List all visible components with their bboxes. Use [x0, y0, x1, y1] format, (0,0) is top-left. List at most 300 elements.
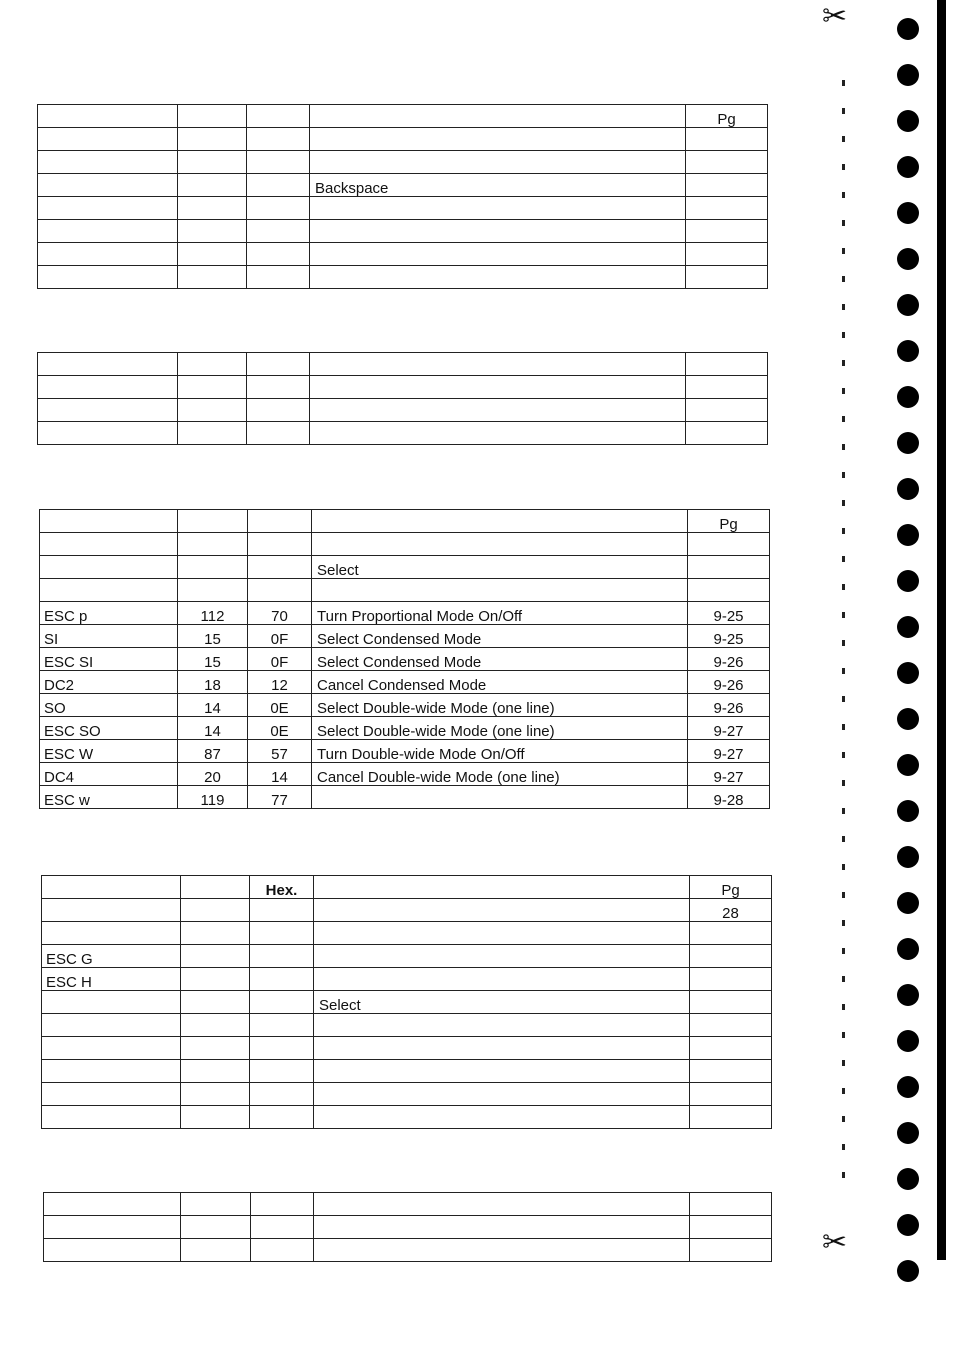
- description-cell: [314, 899, 690, 922]
- decimal-value-cell: 112: [178, 602, 248, 625]
- description-cell: Select Double-wide Mode (one line): [312, 717, 688, 740]
- perforation-dot: [842, 332, 845, 338]
- binder-hole: [897, 938, 919, 960]
- perforation-dot: [842, 892, 845, 898]
- hex-value-cell: [250, 1083, 314, 1106]
- perforation-dot: [842, 1004, 845, 1010]
- description-cell: [314, 1239, 690, 1262]
- table-row: [38, 243, 768, 266]
- perforation-dot: [842, 696, 845, 702]
- command-code-cell: SO: [40, 694, 178, 717]
- page-ref-cell: [686, 266, 768, 289]
- description-cell: [312, 579, 688, 602]
- table-row: [42, 945, 772, 968]
- page-ref-cell: [688, 579, 770, 602]
- description-cell: [310, 128, 686, 151]
- description-cell: [314, 1216, 690, 1239]
- description-cell: [310, 376, 686, 399]
- description-cell: [314, 876, 690, 899]
- binder-hole: [897, 800, 919, 822]
- command-code-cell: ESC H: [42, 968, 181, 991]
- page-ref-cell: [690, 1083, 772, 1106]
- command-code-cell: [44, 1193, 181, 1216]
- description-cell: [314, 1037, 690, 1060]
- description-cell: [310, 243, 686, 266]
- perforation-dot: [842, 1172, 845, 1178]
- table-row: [42, 968, 772, 991]
- hex-value-cell: [247, 105, 310, 128]
- table-row: [40, 694, 770, 717]
- hex-value-cell: [251, 1193, 314, 1216]
- hex-value-cell: [250, 899, 314, 922]
- perforation-dot: [842, 472, 845, 478]
- command-table-3: [39, 509, 770, 809]
- decimal-value-cell: [178, 533, 248, 556]
- page-ref-cell: 9-26: [688, 648, 770, 671]
- hex-value-cell: 0F: [248, 648, 312, 671]
- description-cell: [310, 197, 686, 220]
- perforation-dot: [842, 1144, 845, 1150]
- perforation-dot: [842, 192, 845, 198]
- table-row: [40, 625, 770, 648]
- table-row: [40, 786, 770, 809]
- table-row: [40, 556, 770, 579]
- page-ref-cell: [686, 220, 768, 243]
- binder-hole: [897, 248, 919, 270]
- page-ref-cell: [686, 128, 768, 151]
- binder-hole: [897, 1214, 919, 1236]
- hex-value-cell: 77: [248, 786, 312, 809]
- page-ref-cell: [686, 399, 768, 422]
- command-code-cell: [42, 876, 181, 899]
- decimal-value-cell: [178, 243, 247, 266]
- decimal-value-cell: [178, 510, 248, 533]
- command-code-cell: [42, 1014, 181, 1037]
- decimal-value-cell: [181, 1193, 251, 1216]
- table-row: [38, 128, 768, 151]
- hex-value-cell: [250, 1037, 314, 1060]
- description-cell: Select Double-wide Mode (one line): [312, 694, 688, 717]
- decimal-value-cell: [181, 1083, 250, 1106]
- decimal-value-cell: [178, 376, 247, 399]
- page-ref-cell: [688, 556, 770, 579]
- page-ref-cell: 9-27: [688, 763, 770, 786]
- decimal-value-cell: 15: [178, 648, 248, 671]
- table-row: [44, 1239, 772, 1262]
- command-code-cell: [38, 353, 178, 376]
- decimal-value-cell: [181, 1216, 251, 1239]
- perforation-dot: [842, 612, 845, 618]
- table-row: [42, 899, 772, 922]
- perforation-dot: [842, 836, 845, 842]
- command-table-1: [37, 104, 768, 289]
- perforation-dot: [842, 500, 845, 506]
- description-cell: Cancel Double-wide Mode (one line): [312, 763, 688, 786]
- binder-hole: [897, 1030, 919, 1052]
- command-code-cell: [40, 579, 178, 602]
- hex-value-cell: 0E: [248, 694, 312, 717]
- decimal-value-cell: 14: [178, 717, 248, 740]
- binder-hole: [897, 202, 919, 224]
- description-cell: [312, 786, 688, 809]
- description-cell: [310, 353, 686, 376]
- command-code-cell: [38, 128, 178, 151]
- decimal-value-cell: [178, 220, 247, 243]
- decimal-value-cell: [181, 991, 250, 1014]
- hex-value-cell: [250, 991, 314, 1014]
- description-cell: [314, 1014, 690, 1037]
- hex-value-cell: [248, 533, 312, 556]
- description-cell: Select Condensed Mode: [312, 625, 688, 648]
- description-cell: [310, 399, 686, 422]
- command-code-cell: SI: [40, 625, 178, 648]
- description-cell: Select: [314, 991, 690, 1014]
- command-code-cell: ESC SI: [40, 648, 178, 671]
- page-ref-cell: [690, 1014, 772, 1037]
- binder-hole: [897, 340, 919, 362]
- decimal-value-cell: 20: [178, 763, 248, 786]
- table-row: [42, 1106, 772, 1129]
- command-table-2: [37, 352, 768, 445]
- command-table-5: [43, 1192, 772, 1262]
- description-cell: [314, 1106, 690, 1129]
- binder-hole: [897, 294, 919, 316]
- table-row: [42, 991, 772, 1014]
- command-code-cell: [40, 533, 178, 556]
- hex-value-cell: [251, 1239, 314, 1262]
- table-row: [42, 876, 772, 899]
- description-cell: [314, 968, 690, 991]
- table-row: [38, 353, 768, 376]
- hex-value-cell: [247, 353, 310, 376]
- description-cell: [310, 151, 686, 174]
- decimal-value-cell: [181, 1014, 250, 1037]
- page-ref-cell: [690, 1216, 772, 1239]
- table-row: [38, 197, 768, 220]
- description-cell: [310, 220, 686, 243]
- page-ref-cell: 9-25: [688, 602, 770, 625]
- page-ref-cell: 9-28: [688, 786, 770, 809]
- decimal-value-cell: [178, 128, 247, 151]
- hex-value-cell: Hex.: [250, 876, 314, 899]
- table-row: [40, 648, 770, 671]
- decimal-value-cell: [181, 1037, 250, 1060]
- hex-value-cell: [247, 220, 310, 243]
- decimal-value-cell: [178, 579, 248, 602]
- table-row: [38, 220, 768, 243]
- command-code-cell: [42, 1037, 181, 1060]
- binder-hole: [897, 1076, 919, 1098]
- page-ref-cell: [690, 1106, 772, 1129]
- binder-hole: [897, 754, 919, 776]
- hex-value-cell: [247, 422, 310, 445]
- page-ref-cell: [690, 1193, 772, 1216]
- description-cell: [310, 105, 686, 128]
- perforation-dot: [842, 668, 845, 674]
- command-code-cell: [38, 151, 178, 174]
- description-cell: Select Condensed Mode: [312, 648, 688, 671]
- table-row: [38, 422, 768, 445]
- description-cell: Turn Proportional Mode On/Off: [312, 602, 688, 625]
- decimal-value-cell: [178, 353, 247, 376]
- decimal-value-cell: 18: [178, 671, 248, 694]
- decimal-value-cell: 15: [178, 625, 248, 648]
- hex-value-cell: [250, 945, 314, 968]
- perforation-dot: [842, 220, 845, 226]
- command-code-cell: ESC SO: [40, 717, 178, 740]
- page-ref-cell: [686, 376, 768, 399]
- binder-hole: [897, 110, 919, 132]
- table-row: [40, 763, 770, 786]
- table-row: [40, 602, 770, 625]
- decimal-value-cell: [181, 1106, 250, 1129]
- description-cell: Turn Double-wide Mode On/Off: [312, 740, 688, 763]
- perforation-dot: [842, 164, 845, 170]
- decimal-value-cell: 87: [178, 740, 248, 763]
- page-ref-cell: [686, 197, 768, 220]
- page-ref-cell: 9-26: [688, 694, 770, 717]
- description-cell: Cancel Condensed Mode: [312, 671, 688, 694]
- hex-value-cell: [250, 1106, 314, 1129]
- description-cell: [310, 266, 686, 289]
- page-ref-cell: [688, 533, 770, 556]
- hex-value-cell: [247, 376, 310, 399]
- hex-value-cell: [247, 197, 310, 220]
- description-cell: Select: [312, 556, 688, 579]
- hex-value-cell: [251, 1216, 314, 1239]
- decimal-value-cell: [178, 422, 247, 445]
- perforation-dot: [842, 248, 845, 254]
- description-cell: [314, 1083, 690, 1106]
- page-ref-cell: [690, 968, 772, 991]
- decimal-value-cell: [181, 968, 250, 991]
- perforation-dot: [842, 108, 845, 114]
- perforation-dot: [842, 864, 845, 870]
- command-code-cell: [38, 422, 178, 445]
- hex-value-cell: [250, 968, 314, 991]
- page-ref-cell: [686, 422, 768, 445]
- decimal-value-cell: [178, 266, 247, 289]
- page-ref-cell: [686, 353, 768, 376]
- command-code-cell: [44, 1239, 181, 1262]
- table-row: [38, 105, 768, 128]
- command-code-cell: [38, 174, 178, 197]
- command-code-cell: [42, 922, 181, 945]
- scissors-icon-bottom: ✂: [822, 1225, 848, 1260]
- hex-value-cell: 70: [248, 602, 312, 625]
- page-ref-cell: 9-27: [688, 740, 770, 763]
- decimal-value-cell: [181, 1060, 250, 1083]
- decimal-value-cell: 14: [178, 694, 248, 717]
- decimal-value-cell: [181, 899, 250, 922]
- binder-hole: [897, 18, 919, 40]
- command-code-cell: ESC p: [40, 602, 178, 625]
- binder-hole: [897, 616, 919, 638]
- perforation-dot: [842, 1032, 845, 1038]
- page-ref-cell: 9-25: [688, 625, 770, 648]
- table-row: [38, 376, 768, 399]
- table-row: [44, 1193, 772, 1216]
- table-row: [40, 740, 770, 763]
- binder-hole: [897, 386, 919, 408]
- table-row: [44, 1216, 772, 1239]
- binder-hole: [897, 156, 919, 178]
- page-ref-cell: [686, 151, 768, 174]
- page-ref-cell: Pg: [690, 876, 772, 899]
- perforation-dot: [842, 724, 845, 730]
- command-table-4: [41, 875, 772, 1129]
- hex-value-cell: [250, 922, 314, 945]
- perforation-dot: [842, 80, 845, 86]
- command-code-cell: [42, 1060, 181, 1083]
- command-code-cell: [38, 376, 178, 399]
- description-cell: [314, 922, 690, 945]
- page-ref-cell: Pg: [688, 510, 770, 533]
- binder-hole: [897, 1260, 919, 1282]
- page-ref-cell: [686, 174, 768, 197]
- perforation-dot: [842, 948, 845, 954]
- perforation-dot: [842, 1088, 845, 1094]
- decimal-value-cell: [178, 399, 247, 422]
- binder-hole: [897, 570, 919, 592]
- command-code-cell: [40, 556, 178, 579]
- table-row: [40, 579, 770, 602]
- perforation-dot: [842, 304, 845, 310]
- description-cell: [312, 510, 688, 533]
- command-code-cell: ESC G: [42, 945, 181, 968]
- binder-hole: [897, 524, 919, 546]
- binder-hole: [897, 1168, 919, 1190]
- binder-hole: [897, 846, 919, 868]
- command-code-cell: [42, 991, 181, 1014]
- binder-hole: [897, 662, 919, 684]
- page-ref-cell: 9-26: [688, 671, 770, 694]
- binder-hole: [897, 64, 919, 86]
- description-cell: [314, 1060, 690, 1083]
- table-row: [38, 151, 768, 174]
- command-code-cell: [42, 1106, 181, 1129]
- table-row: [38, 399, 768, 422]
- hex-value-cell: [247, 266, 310, 289]
- table-row: [42, 1014, 772, 1037]
- perforation-dot: [842, 416, 845, 422]
- page-ref-cell: 28: [690, 899, 772, 922]
- scissors-icon-top: ✂: [822, 0, 848, 34]
- decimal-value-cell: [181, 876, 250, 899]
- table-row: [42, 1060, 772, 1083]
- page-ref-cell: [690, 991, 772, 1014]
- page-ref-cell: 9-27: [688, 717, 770, 740]
- command-code-cell: [44, 1216, 181, 1239]
- command-code-cell: [38, 220, 178, 243]
- command-code-cell: [42, 1083, 181, 1106]
- table-row: [40, 510, 770, 533]
- binder-hole: [897, 432, 919, 454]
- perforation-dot: [842, 780, 845, 786]
- page-ref-cell: [690, 1037, 772, 1060]
- hex-value-cell: 0E: [248, 717, 312, 740]
- hex-value-cell: 57: [248, 740, 312, 763]
- command-code-cell: [42, 899, 181, 922]
- command-code-cell: ESC w: [40, 786, 178, 809]
- hex-value-cell: 0F: [248, 625, 312, 648]
- perforation-dot: [842, 1060, 845, 1066]
- perforation-dot: [842, 640, 845, 646]
- command-code-cell: [38, 266, 178, 289]
- table-row: [40, 533, 770, 556]
- perforation-dot: [842, 276, 845, 282]
- page-ref-cell: [690, 1060, 772, 1083]
- command-code-cell: ESC W: [40, 740, 178, 763]
- decimal-value-cell: [178, 197, 247, 220]
- decimal-value-cell: [181, 1239, 251, 1262]
- hex-value-cell: [250, 1060, 314, 1083]
- hex-value-cell: [248, 579, 312, 602]
- binder-hole: [897, 478, 919, 500]
- hex-value-cell: [248, 556, 312, 579]
- table-row: [42, 1037, 772, 1060]
- description-cell: [312, 533, 688, 556]
- perforation-dot: [842, 920, 845, 926]
- decimal-value-cell: [181, 922, 250, 945]
- hex-value-cell: [247, 151, 310, 174]
- perforation-dot: [842, 808, 845, 814]
- decimal-value-cell: [178, 105, 247, 128]
- table-row: [38, 266, 768, 289]
- hex-value-cell: [247, 243, 310, 266]
- perforation-dot: [842, 976, 845, 982]
- perforation-dot: [842, 388, 845, 394]
- perforation-dot: [842, 444, 845, 450]
- binder-hole: [897, 1122, 919, 1144]
- description-cell: [314, 1193, 690, 1216]
- binder-hole: [897, 708, 919, 730]
- description-cell: Backspace: [310, 174, 686, 197]
- page-ref-cell: Pg: [686, 105, 768, 128]
- hex-value-cell: [248, 510, 312, 533]
- decimal-value-cell: [181, 945, 250, 968]
- description-cell: [310, 422, 686, 445]
- command-code-cell: [38, 243, 178, 266]
- table-row: [38, 174, 768, 197]
- binder-hole: [897, 984, 919, 1006]
- perforation-dot: [842, 556, 845, 562]
- hex-value-cell: [247, 174, 310, 197]
- page-ref-cell: [690, 1239, 772, 1262]
- table-row: [40, 671, 770, 694]
- command-code-cell: [38, 197, 178, 220]
- table-row: [40, 717, 770, 740]
- hex-value-cell: 12: [248, 671, 312, 694]
- table-row: [42, 1083, 772, 1106]
- decimal-value-cell: [178, 174, 247, 197]
- decimal-value-cell: [178, 151, 247, 174]
- perforation-dot: [842, 584, 845, 590]
- command-code-cell: [38, 399, 178, 422]
- hex-value-cell: [247, 128, 310, 151]
- page-ref-cell: [686, 243, 768, 266]
- hex-value-cell: 14: [248, 763, 312, 786]
- page-ref-cell: [690, 945, 772, 968]
- command-code-cell: DC4: [40, 763, 178, 786]
- command-code-cell: [40, 510, 178, 533]
- perforation-dot: [842, 360, 845, 366]
- hex-value-cell: [250, 1014, 314, 1037]
- perforation-dot: [842, 752, 845, 758]
- description-cell: [314, 945, 690, 968]
- perforation-dot: [842, 136, 845, 142]
- decimal-value-cell: [178, 556, 248, 579]
